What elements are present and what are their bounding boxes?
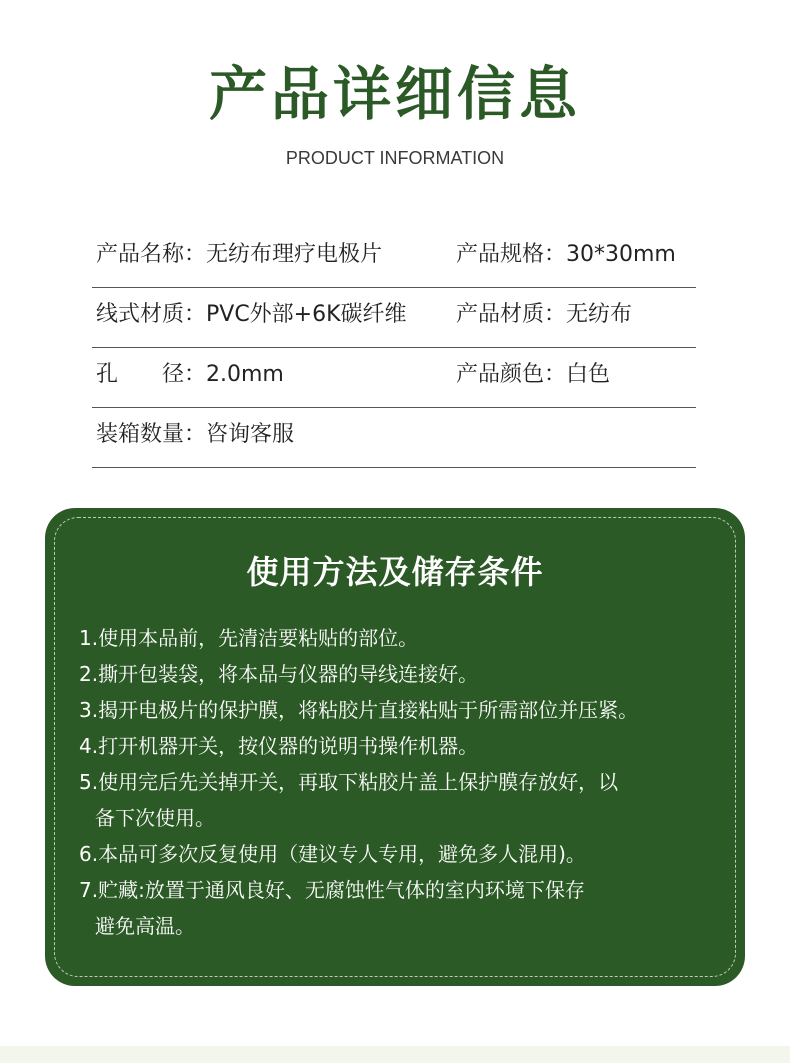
usage-item-text: 1.使用本品前，先清洁要粘贴的部位。 xyxy=(79,626,419,650)
usage-item xyxy=(79,620,729,656)
spec-row xyxy=(92,288,696,348)
usage-item-text: 7.贮藏:放置于通风良好、无腐蚀性气体的室内环境下保存 xyxy=(79,878,585,902)
spec-row xyxy=(92,348,696,408)
usage-item xyxy=(79,836,729,872)
page-title: 产品详细信息 xyxy=(208,60,581,128)
spec-table xyxy=(92,228,696,468)
spec-row xyxy=(92,228,696,288)
usage-item-text: 5.使用完后先关掉开关，再取下粘胶片盖上保护膜存放好，以 xyxy=(79,770,619,794)
usage-item-text: 3.揭开电极片的保护膜，将粘胶片直接粘贴于所需部位并压紧。 xyxy=(79,698,639,722)
spec-hole-diameter: 孔 径：2.0mm xyxy=(96,362,284,387)
usage-item-text: 6.本品可多次反复使用（建议专人专用，避免多人混用)。 xyxy=(79,842,586,866)
usage-item-text: 4.打开机器开关，按仪器的说明书操作机器。 xyxy=(79,734,479,758)
usage-title: 使用方法及储存条件 xyxy=(246,553,544,591)
usage-list xyxy=(79,620,729,944)
usage-item xyxy=(79,728,729,764)
spec-wire-material: 线式材质：PVC外部+6K碳纤维 xyxy=(96,302,407,327)
usage-item xyxy=(79,692,729,728)
usage-item-continuation: 避免高温。 xyxy=(95,914,195,938)
usage-item-text: 2.撕开包装袋，将本品与仪器的导线连接好。 xyxy=(79,662,479,686)
spec-packing-quantity: 装箱数量：咨询客服 xyxy=(96,422,295,447)
spec-product-size: 产品规格：30*30mm xyxy=(456,242,676,267)
bottom-strip xyxy=(0,1046,790,1063)
spec-product-name: 产品名称：无纺布理疗电极片 xyxy=(96,242,383,267)
usage-item xyxy=(79,872,729,944)
page-subtitle: PRODUCT INFORMATION xyxy=(285,148,505,168)
spec-product-color: 产品颜色：白色 xyxy=(456,362,611,387)
usage-panel xyxy=(45,508,745,986)
usage-item xyxy=(79,764,729,836)
usage-item-continuation: 备下次使用。 xyxy=(95,806,215,830)
usage-item xyxy=(79,656,729,692)
spec-row xyxy=(92,408,696,468)
spec-product-material: 产品材质：无纺布 xyxy=(456,302,633,327)
